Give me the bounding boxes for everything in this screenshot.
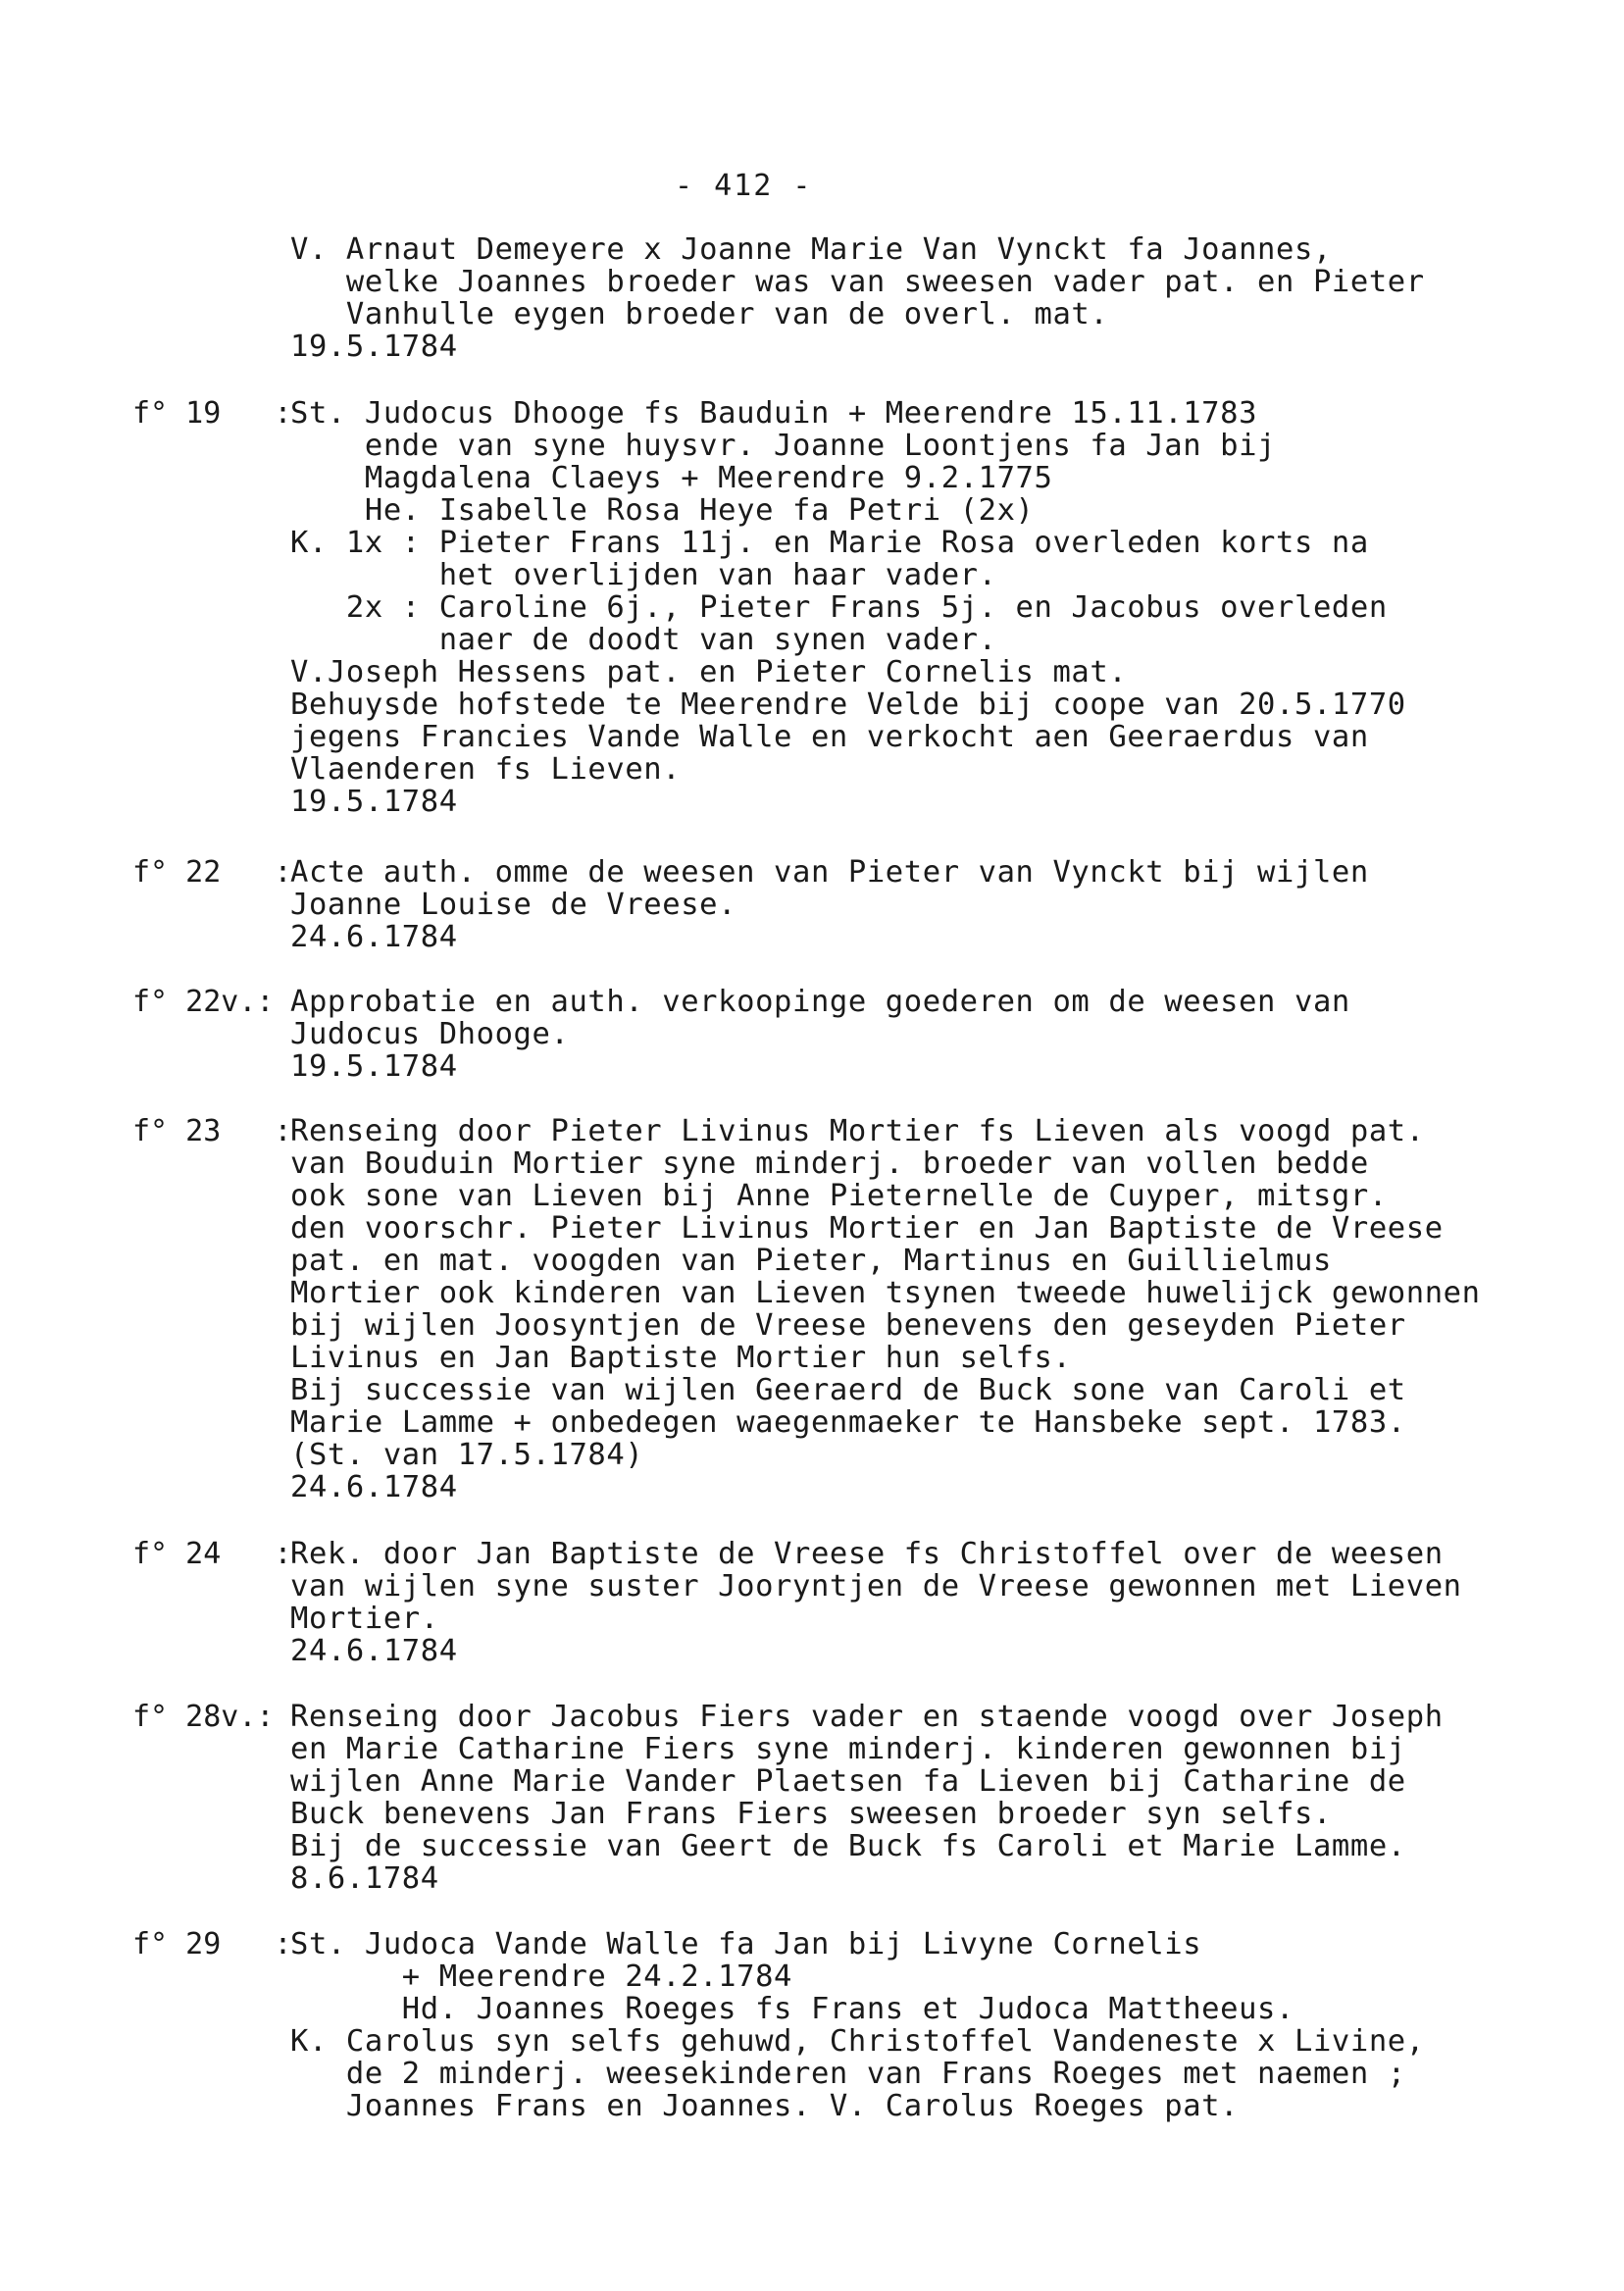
text-line: Bij successie van wijlen Geeraerd de Buck sone van Caroli et — [290, 1373, 1406, 1407]
folio-reference: f° 24 : — [132, 1537, 292, 1571]
text-line: en Marie Catharine Fiers syne minderj. kinderen gewonnen bij — [290, 1732, 1406, 1766]
text-line: 24.6.1784 — [290, 1470, 458, 1504]
text-line: V. Arnaut Demeyere x Joanne Marie Van Vynckt fa Joannes, — [290, 232, 1332, 267]
text-line: 24.6.1784 — [290, 1634, 458, 1668]
text-line: Renseing door Pieter Livinus Mortier fs Lieven als voogd pat. — [290, 1114, 1425, 1148]
text-line: Vanhulle eygen broeder van de overl. mat. — [290, 297, 1109, 331]
text-line: Magdalena Claeys + Meerendre 9.2.1775 — [290, 461, 1053, 495]
text-line: naer de doodt van synen vader. — [290, 623, 997, 657]
text-line: Rek. door Jan Baptiste de Vreese fs Christoffel over de weesen — [290, 1537, 1444, 1571]
text-line: den voorschr. Pieter Livinus Mortier en Jan Baptiste de Vreese — [290, 1211, 1444, 1246]
entry-text — [290, 1701, 1565, 1895]
text-line: bij wijlen Joosyntjen de Vreese benevens den geseyden Pieter — [290, 1308, 1406, 1343]
text-line: 2x : Caroline 6j., Pieter Frans 5j. en Jacobus overleden — [290, 590, 1388, 625]
text-line: de 2 minderj. weesekinderen van Frans Roeges met naemen ; — [290, 2057, 1406, 2091]
text-line: Vlaenderen fs Lieven. — [290, 752, 682, 787]
folio-reference: f° 28v.: — [132, 1700, 275, 1734]
text-line: 24.6.1784 — [290, 920, 458, 954]
text-line: K. 1x : Pieter Frans 11j. en Marie Rosa overleden korts na — [290, 526, 1369, 560]
folio-reference: f° 22 : — [132, 855, 292, 890]
text-line: St. Judoca Vande Walle fa Jan bij Livyne Cornelis — [290, 1927, 1202, 1961]
text-line: Renseing door Jacobus Fiers vader en staende voogd over Joseph — [290, 1700, 1444, 1734]
text-line: Behuysde hofstede te Meerendre Velde bij coope van 20.5.1770 — [290, 687, 1406, 722]
text-line: pat. en mat. voogden van Pieter, Martinus en Guillielmus — [290, 1244, 1332, 1278]
entry-text — [290, 1928, 1565, 2122]
text-line: van Bouduin Mortier syne minderj. broeder van vollen bedde — [290, 1146, 1369, 1181]
entry-text — [290, 986, 1565, 1083]
text-line: Approbatie en auth. verkoopinge goederen om de weesen van — [290, 985, 1350, 1019]
text-line: 19.5.1784 — [290, 1049, 458, 1084]
folio-reference: f° 23 : — [132, 1114, 292, 1148]
text-line: V.Joseph Hessens pat. en Pieter Cornelis mat. — [290, 655, 1128, 689]
entry-text — [290, 856, 1565, 953]
text-line: (St. van 17.5.1784) — [290, 1438, 644, 1472]
entry-text — [290, 1115, 1565, 1503]
text-line: St. Judocus Dhooge fs Bauduin + Meerendre 15.11.1783 — [290, 396, 1258, 431]
text-line: Hd. Joannes Roeges fs Frans et Judoca Mattheeus. — [290, 1992, 1294, 2026]
entry-text — [290, 233, 1565, 363]
text-line: 19.5.1784 — [290, 785, 458, 819]
text-line: ook sone van Lieven bij Anne Pieternelle de Cuyper, mitsgr. — [290, 1179, 1388, 1213]
text-line: + Meerendre 24.2.1784 — [290, 1960, 792, 1994]
folio-reference: f° 19 : — [132, 396, 292, 431]
text-line: Acte auth. omme de weesen van Pieter van Vynckt bij wijlen — [290, 855, 1369, 890]
text-line: 19.5.1784 — [290, 330, 458, 364]
text-line: Livinus en Jan Baptiste Mortier hun selfs. — [290, 1341, 1072, 1375]
text-line: Bij de successie van Geert de Buck fs Caroli et Marie Lamme. — [290, 1829, 1406, 1863]
text-line: Mortier. — [290, 1602, 439, 1636]
folio-reference: f° 22v.: — [132, 985, 275, 1019]
text-line: het overlijden van haar vader. — [290, 558, 997, 592]
text-line: Marie Lamme + onbedegen waegenmaeker te Hansbeke sept. 1783. — [290, 1405, 1406, 1440]
text-line: Buck benevens Jan Frans Fiers sweesen broeder syn selfs. — [290, 1797, 1332, 1831]
text-line: K. Carolus syn selfs gehuwd, Christoffel Vandeneste x Livine, — [290, 2024, 1425, 2059]
entry-text — [290, 397, 1565, 818]
entry-text — [290, 1538, 1565, 1667]
text-line: Judocus Dhooge. — [290, 1017, 570, 1051]
text-line: Joannes Frans en Joannes. V. Carolus Roeges pat. — [290, 2089, 1240, 2123]
text-line: He. Isabelle Rosa Heye fa Petri (2x) — [290, 493, 1035, 528]
text-line: Mortier ook kinderen van Lieven tsynen tweede huwelijck gewonnen — [290, 1276, 1481, 1310]
text-line: Joanne Louise de Vreese. — [290, 888, 737, 922]
page-number: - 412 - — [675, 169, 813, 203]
text-line: wijlen Anne Marie Vander Plaetsen fa Lieven bij Catharine de — [290, 1764, 1406, 1799]
text-line: van wijlen syne suster Jooryntjen de Vreese gewonnen met Lieven — [290, 1569, 1462, 1604]
folio-reference: f° 29 : — [132, 1927, 292, 1961]
text-line: 8.6.1784 — [290, 1861, 439, 1896]
text-line: jegens Francies Vande Walle en verkocht aen Geeraerdus van — [290, 720, 1369, 754]
text-line: welke Joannes broeder was van sweesen vader pat. en Pieter — [290, 265, 1425, 299]
text-line: ende van syne huysvr. Joanne Loontjens fa Jan bij — [290, 429, 1277, 463]
